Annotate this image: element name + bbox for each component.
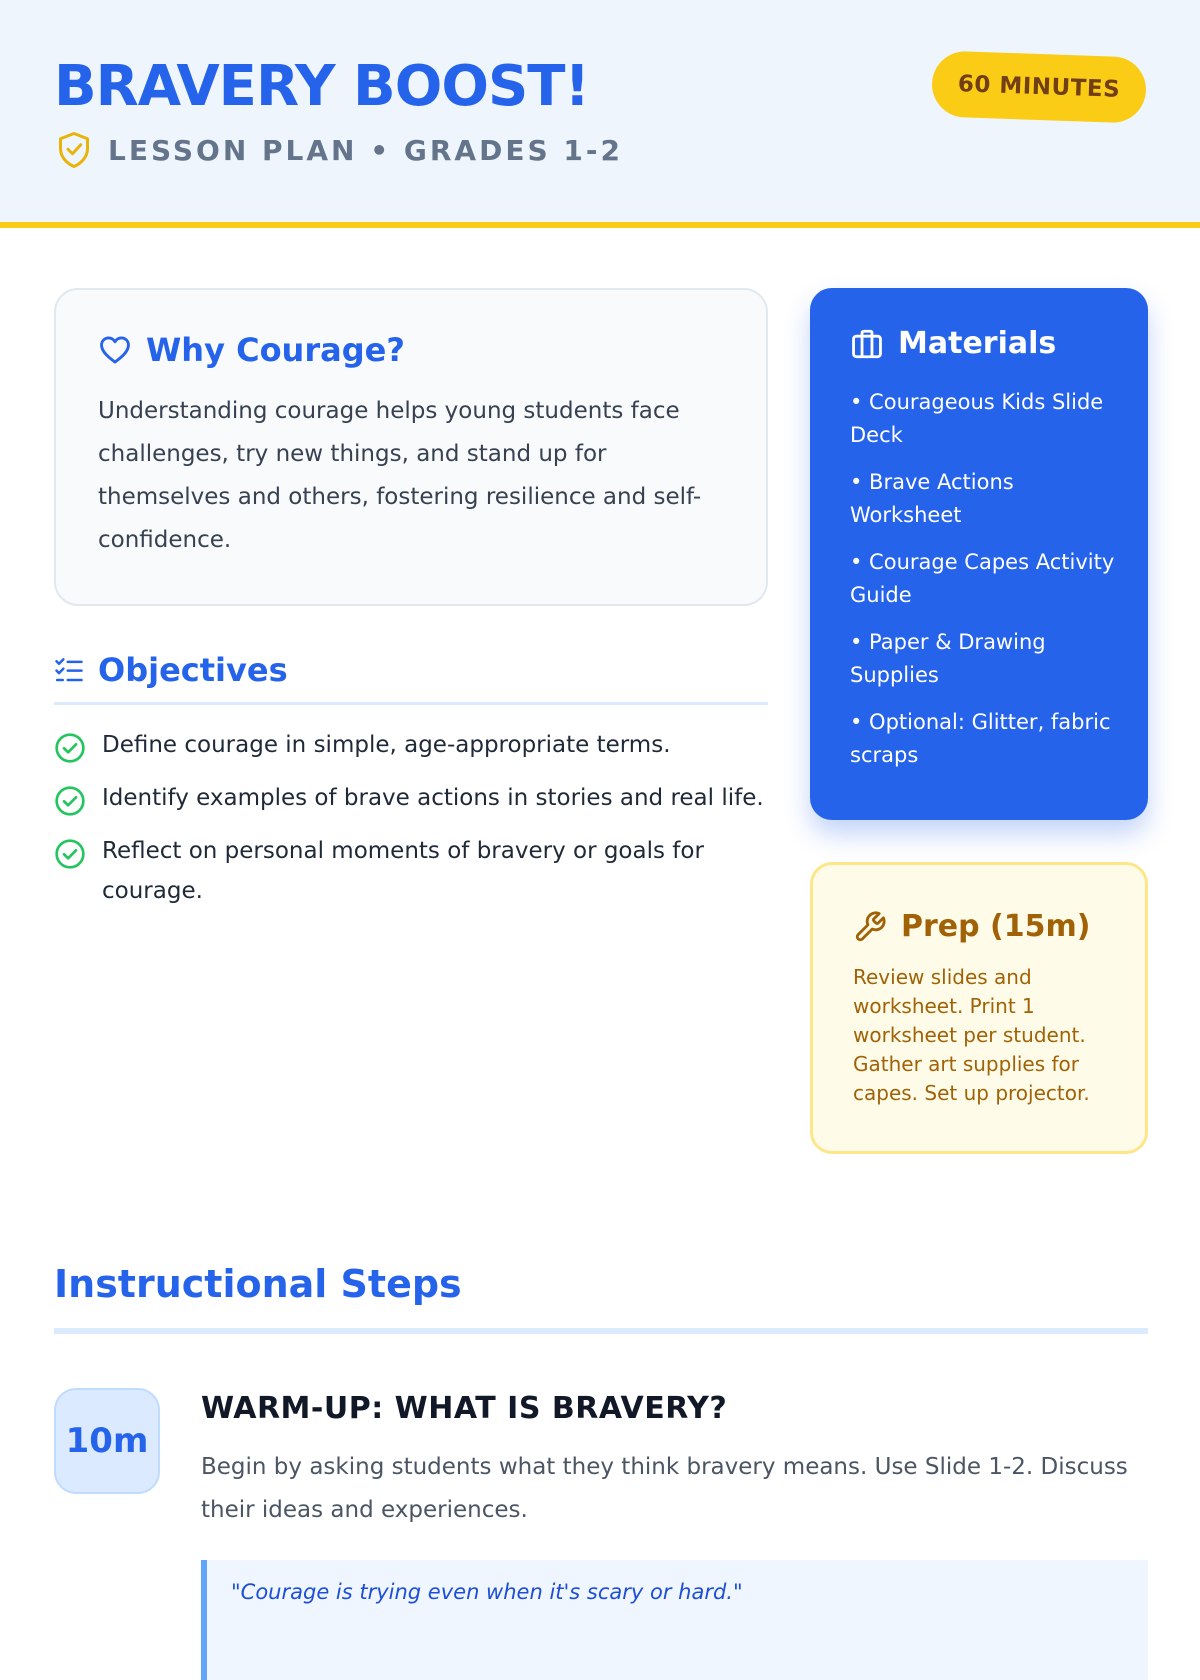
material-item: • Optional: Glitter, fabric scraps [850,710,1111,767]
step-quote: "Courage is trying even when it's scary or hard." [201,1560,1148,1680]
heart-icon [98,333,132,367]
shield-check-icon [56,130,92,170]
objectives-section [54,648,768,924]
prep-text: Review slides and worksheet. Print 1 worksheet per student. Gather art supplies for capes. Set up projector. [853,965,1090,1105]
why-courage-card [54,288,768,606]
objective-item [54,725,768,765]
objective-text: Reflect on personal moments of bravery or goals for courage. [102,838,704,904]
prep-title: Prep (15m) [901,909,1091,944]
why-courage-heading [98,330,726,370]
prep-card [810,862,1148,1154]
why-courage-title: Why Courage? [146,331,405,369]
lesson-header [0,0,1200,228]
check-circle-icon [54,732,86,764]
materials-list [850,386,1122,772]
check-circle-icon [54,785,86,817]
wrench-icon [853,910,887,944]
material-item: • Courage Capes Activity Guide [850,550,1115,607]
step-time-badge: 10m [54,1388,160,1494]
materials-heading [850,324,1122,364]
objectives-title: Objectives [98,651,288,689]
objective-item [54,831,768,911]
why-courage-text: Understanding courage helps young students face challenges, try new things, and stand up for themselves and others, fostering resilience and self-confidence. [98,398,702,553]
briefcase-icon [850,327,884,361]
instructional-steps-heading: Instructional Steps [54,1256,1148,1334]
step-body [201,1388,1148,1680]
materials-title: Materials [898,326,1057,361]
objective-text: Define courage in simple, age-appropriate terms. [102,732,671,758]
objectives-heading [54,648,768,705]
material-item: • Paper & Drawing Supplies [850,630,1046,687]
prep-heading [853,907,1115,947]
material-item: • Brave Actions Worksheet [850,470,1014,527]
check-circle-icon [54,838,86,870]
material-item: • Courageous Kids Slide Deck [850,390,1104,447]
page-title: BRAVERY BOOST! [54,54,590,119]
list-check-icon [54,655,84,685]
objective-text: Identify examples of brave actions in stories and real life. [102,785,764,811]
materials-card [810,288,1148,820]
subtitle-text: LESSON PLAN • GRADES 1-2 [108,133,623,167]
lesson-subtitle [56,130,623,170]
objectives-list [54,725,768,911]
step-title: WARM-UP: WHAT IS BRAVERY? [201,1391,728,1426]
duration-badge: 60 MINUTES [931,50,1147,123]
step-description: Begin by asking students what they think bravery means. Use Slide 1-2. Discuss their ideas and experiences. [201,1454,1128,1523]
objective-item [54,778,768,818]
